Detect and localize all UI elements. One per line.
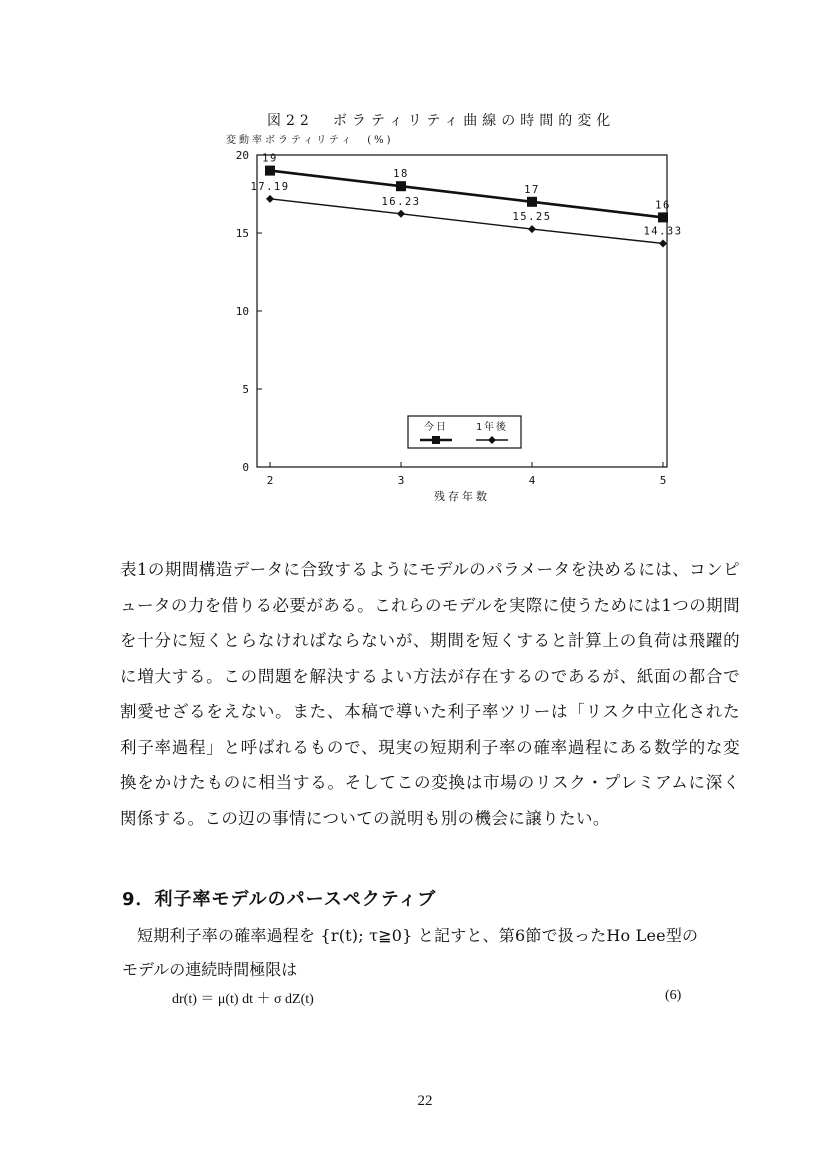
data-point-diamond bbox=[397, 210, 405, 218]
data-point-diamond bbox=[266, 195, 274, 203]
x-tick-label: 3 bbox=[397, 474, 405, 487]
y-tick-label: 0 bbox=[242, 461, 249, 474]
y-tick-label: 15 bbox=[235, 227, 249, 240]
data-point-diamond bbox=[659, 239, 667, 247]
data-label: 17.19 bbox=[250, 180, 290, 193]
legend-label: 今日 bbox=[424, 422, 448, 433]
data-point-diamond bbox=[528, 225, 536, 233]
x-axis-ticks bbox=[267, 462, 667, 487]
x-axis-label: 残存年数 bbox=[434, 490, 490, 503]
section-text-line-1: 短期利子率の確率過程を {r(t); τ≧0} と記すと、第6節で扱ったHo Lee型の bbox=[137, 926, 699, 945]
x-tick-label: 4 bbox=[528, 474, 536, 487]
data-label: 15.25 bbox=[512, 211, 552, 224]
data-series bbox=[250, 153, 682, 248]
data-point-square bbox=[527, 197, 537, 207]
legend-label: 1年後 bbox=[475, 422, 509, 433]
data-point-square bbox=[658, 212, 668, 222]
legend bbox=[408, 416, 521, 448]
body-paragraph: 表1の期間構造データに合致するようにモデルのパラメータを決めるには、コンピュータの力を借りる必要がある。これらのモデルを実際に使うためには1つの期間を十分に短くとらなければならないが、期間を短くすると計算上の負荷は飛躍的に増大する。この問題を解決するよい方法が存在するのであるが、紙面の都合で割愛せざるをえない。また、本稿で導いた利子率ツリーは「リスク中立化された利子率過程」と呼ばれるもので、現実の短期利子率の確率過程にある数学的な変換をかけたものに相当する。そしてこの変換は市場のリスク・プレミアムに深く関係する。この辺の事情についての説明も別の機会に譲りたい。 bbox=[120, 560, 740, 828]
x-tick-label: 5 bbox=[659, 474, 667, 487]
data-point-square bbox=[396, 181, 406, 191]
equation: dr(t) ＝ μ(t) dt ＋ σ dZ(t) bbox=[172, 992, 314, 1007]
section-text-line-2: モデルの連続時間極限は bbox=[122, 960, 298, 979]
series-line-1 bbox=[270, 199, 663, 244]
data-label: 16.23 bbox=[381, 195, 421, 208]
data-label: 18 bbox=[393, 168, 409, 181]
series-line-0 bbox=[270, 171, 663, 218]
section-heading: 9．利子率モデルのパースペクティブ bbox=[122, 889, 437, 910]
y-axis-label: 変動率ボラティリティ (%) bbox=[226, 135, 394, 146]
data-label: 14.33 bbox=[643, 225, 683, 238]
equation-number: (6) bbox=[665, 988, 682, 1003]
data-label: 16 bbox=[655, 199, 671, 212]
y-tick-label: 5 bbox=[242, 383, 249, 396]
data-label: 19 bbox=[262, 152, 278, 165]
data-point-square bbox=[265, 166, 275, 176]
volatility-chart bbox=[215, 143, 683, 513]
y-tick-label: 20 bbox=[235, 149, 249, 162]
page-number: 22 bbox=[417, 1093, 433, 1109]
y-axis-ticks bbox=[236, 149, 262, 474]
legend-marker-square bbox=[432, 436, 440, 444]
x-tick-label: 2 bbox=[266, 474, 274, 487]
figure-title: 図22 ボラティリティ曲線の時間的変化 bbox=[267, 113, 616, 129]
y-tick-label: 10 bbox=[235, 305, 249, 318]
data-label: 17 bbox=[524, 183, 540, 196]
